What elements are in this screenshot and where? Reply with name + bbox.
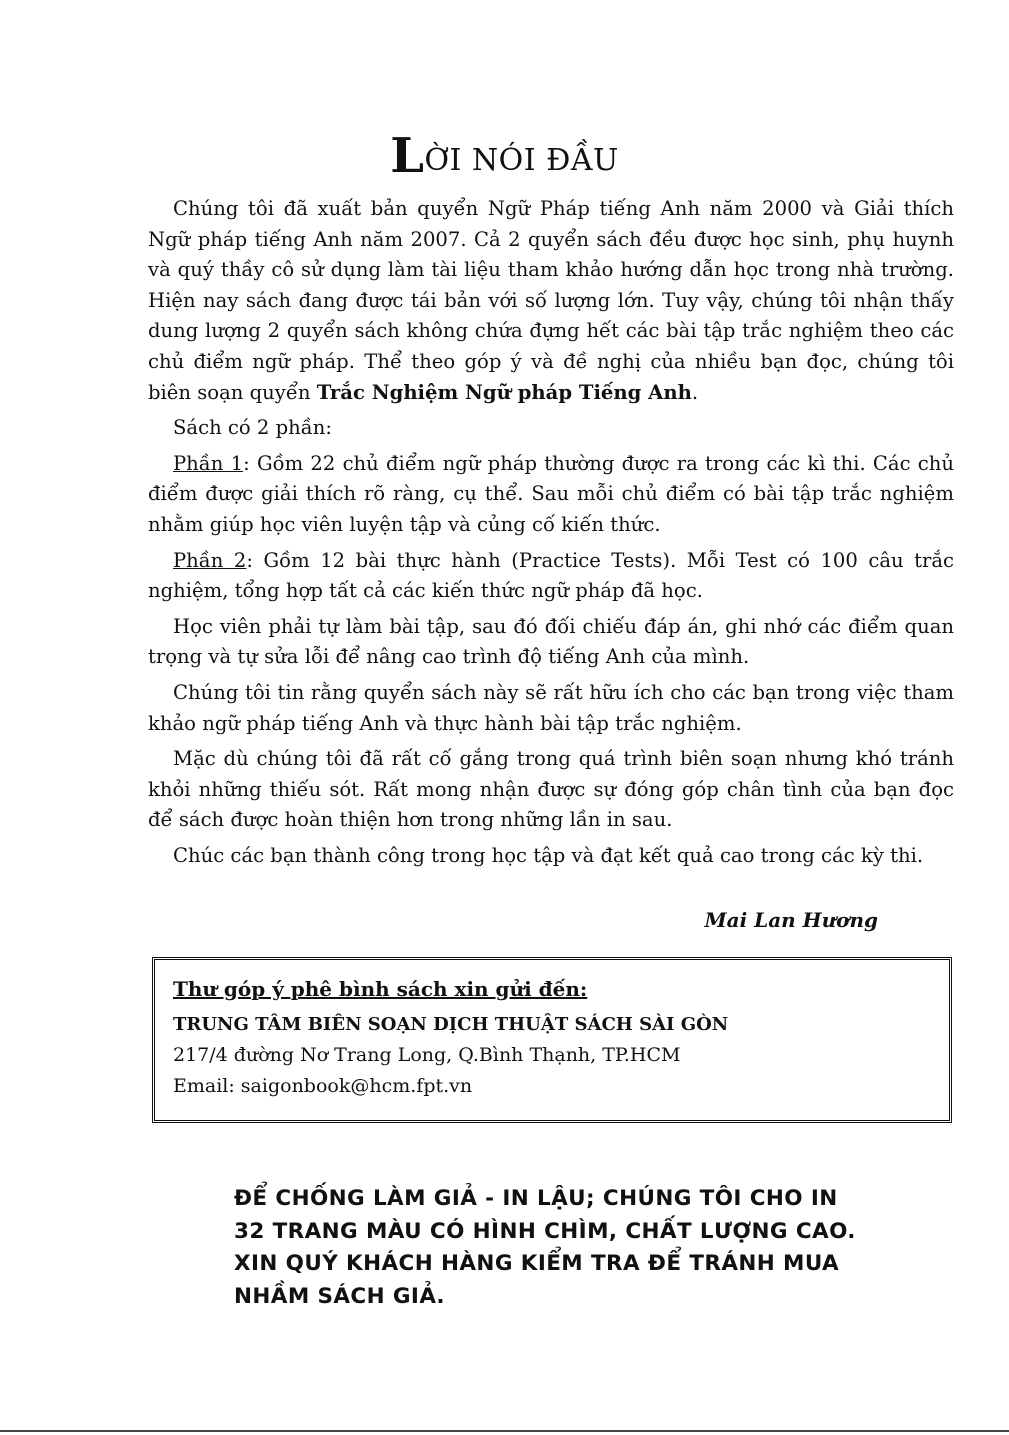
contact-heading: Thư góp ý phê bình sách xin gửi đến: bbox=[173, 977, 588, 1001]
paragraph-intro-end: . bbox=[691, 380, 699, 404]
notice-line-1: ĐỂ CHỐNG LÀM GIẢ - IN LẬU; CHÚNG TÔI CHO IN bbox=[234, 1186, 838, 1211]
contact-email: Email: saigonbook@hcm.fpt.vn bbox=[173, 1075, 473, 1097]
paragraph-intro bbox=[148, 194, 954, 408]
part2-text: : Gồm 12 bài thực hành (Practice Tests). Mỗi Test có 100 câu trắc nghiệm, tổng hợp tất cả các kiến thức ngữ pháp đã học. bbox=[148, 548, 955, 603]
notice-line-4: NHẦM SÁCH GIẢ. bbox=[234, 1283, 445, 1309]
notice-line-2: 32 TRANG MÀU CÓ HÌNH CHÌM, CHẤT LƯỢNG CAO. bbox=[234, 1218, 856, 1244]
paragraph-belief: Chúng tôi tin rằng quyển sách này sẽ rất hữu ích cho các bạn trong việc tham khảo ngữ pháp tiếng Anh và thực hành bài tập trắc nghiệm. bbox=[148, 680, 954, 735]
paragraph-wishes: Chúc các bạn thành công trong học tập và đạt kết quả cao trong các kỳ thi. bbox=[173, 843, 924, 867]
preface-body bbox=[148, 194, 954, 876]
bottom-divider bbox=[0, 1430, 1009, 1432]
paragraph-study: Học viên phải tự làm bài tập, sau đó đối chiếu đáp án, ghi nhớ các điểm quan trọng và tự sửa lỗi để nâng cao trình độ tiếng Anh của mình. bbox=[148, 614, 954, 669]
part2-label: Phần 2 bbox=[173, 548, 247, 572]
notice-line-3: XIN QUÝ KHÁCH HÀNG KIỂM TRA ĐỂ TRÁNH MUA bbox=[234, 1251, 840, 1276]
paragraph-part1 bbox=[148, 449, 954, 541]
contact-box bbox=[152, 957, 952, 1123]
book-title: Trắc Nghiệm Ngữ pháp Tiếng Anh bbox=[316, 380, 692, 404]
title-rest: ỜI NÓI ĐẦU bbox=[424, 143, 619, 178]
paragraph-parts: Sách có 2 phần: bbox=[173, 416, 333, 440]
anti-counterfeit-notice bbox=[234, 1183, 914, 1313]
title-drop-letter: L bbox=[390, 128, 425, 184]
author-signature: Mai Lan Hương bbox=[704, 908, 878, 932]
part1-label: Phần 1 bbox=[173, 451, 244, 475]
part1-text: : Gồm 22 chủ điểm ngữ pháp thường được ra trong các kì thi. Các chủ điểm được giải thích rõ ràng, cụ thể. Sau mỗi chủ điểm có bài tập trắc nghiệm nhằm giúp học viên luyện tập và củng cố kiến thức. bbox=[148, 451, 954, 536]
paragraph-apology: Mặc dù chúng tôi đã rất cố gắng trong quá trình biên soạn nhưng khó tránh khỏi những thiếu sót. Rất mong nhận được sự đóng góp chân tình của bạn đọc để sách được hoàn thiện hơn trong những lần in sau. bbox=[148, 747, 954, 832]
contact-organization: TRUNG TÂM BIÊN SOẠN DỊCH THUẬT SÁCH SÀI GÒN bbox=[173, 1014, 729, 1035]
paragraph-part2 bbox=[148, 546, 954, 607]
paragraph-intro-text: Chúng tôi đã xuất bản quyển Ngữ Pháp tiếng Anh năm 2000 và Giải thích Ngữ pháp tiếng Anh năm 2007. Cả 2 quyển sách đều được học sinh, phụ huynh và quý thầy cô sử dụng làm tài liệu tham khảo hướng dẫn học trong nhà trường. Hiện nay sách đang được tái bản với số lượng lớn. Tuy vậy, chúng tôi nhận thấy dung lượng 2 quyển sách không chứa đựng hết các bài tập trắc nghiệm theo các chủ điểm ngữ pháp. Thể theo góp ý và đề nghị của nhiều bạn đọc, chúng tôi biên soạn quyển bbox=[148, 197, 954, 404]
contact-address: 217/4 đường Nơ Trang Long, Q.Bình Thạnh, TP.HCM bbox=[173, 1044, 681, 1066]
page-title bbox=[0, 128, 1009, 184]
